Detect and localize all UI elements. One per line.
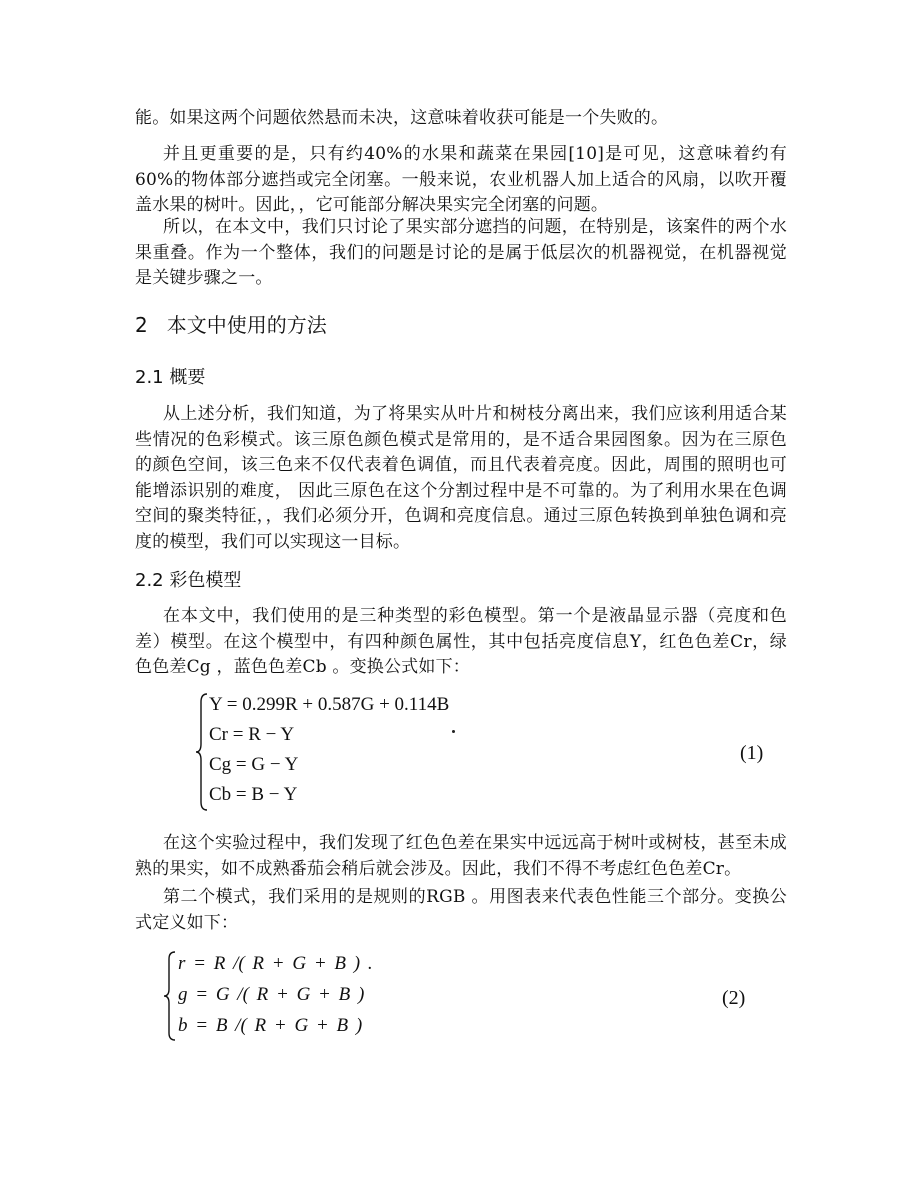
equation-1-number: (1) — [740, 742, 764, 764]
subsection-heading-2-2: 2.2 彩色模型 — [135, 570, 242, 591]
equation-2-line-2: g = G /( R + G + B ) — [178, 984, 365, 1005]
section-heading-2: 2 本文中使用的方法 — [135, 313, 327, 337]
equation-2 — [163, 950, 763, 1045]
paragraph-color-model: 在本文中，我们使用的是三种类型的彩色模型。第一个是液晶显示器（亮度和色差）模型。在这个模型中，有四种颜色属性，其中包括亮度信息Y，红色色差Cr，绿色色差Cg ，蓝色色差Cb 。变换公式如下： — [135, 606, 787, 677]
equation-2-number: (2) — [722, 987, 746, 1009]
equation-1 — [195, 692, 795, 812]
paragraph-continuation: 能。如果这两个问题依然悬而未决，这意味着收获可能是一个失败的。 — [135, 108, 669, 128]
equation-2-line-1: r = R /( R + G + B ) . — [178, 953, 373, 974]
scan-dot — [452, 730, 455, 733]
subsection-heading-2-1: 2.1 概要 — [135, 367, 206, 388]
paragraph-overview: 从上述分析，我们知道，为了将果实从叶片和树枝分离出来，我们应该利用适合某些情况的色彩模式。该三原色颜色模式是常用的，是不适合果园图象。因为在三原色的颜色空间，该三色来不仅代表着色调值，而且代表着亮度。因此，周围的照明也可能增添识别的难度， 因此三原色在这个分割过程中是不可靠的。为了利用水果在色调空间的聚类特征，，我们必须分开，色调和亮度信息。通过三原色转换到单独色调和亮度的模型，我们可以实现这一目标。 — [135, 404, 787, 552]
paragraph-scope: 所以，在本文中，我们只讨论了果实部分遮挡的问题，在特别是，该案件的两个水果重叠。作为一个整体，我们的问题是讨论的是属于低层次的机器视觉，在机器视觉是关键步骤之一。 — [135, 217, 787, 288]
paragraph-red-difference: 在这个实验过程中，我们发现了红色色差在果实中远远高于树叶或树枝，甚至未成熟的果实，如不成熟番茄会稍后就会涉及。因此，我们不得不考虑红色色差Cr。 — [135, 833, 787, 879]
equation-1-line-3: Cg = G − Y — [209, 754, 299, 775]
left-brace-icon — [163, 950, 177, 1042]
paragraph-normalized-rgb: 第二个模式，我们采用的是规则的RGB 。用图表来代表色性能三个部分。变换公式定义如下： — [135, 887, 787, 933]
equation-1-line-4: Cb = B − Y — [209, 784, 298, 805]
left-brace-icon — [195, 692, 209, 812]
equation-1-line-1: Y = 0.299R + 0.587G + 0.114B — [209, 694, 450, 715]
equation-2-line-3: b = B /( R + G + B ) — [178, 1015, 363, 1036]
equation-1-line-2: Cr = R − Y — [209, 724, 295, 745]
paragraph-visibility: 并且更重要的是，只有约40%的水果和蔬菜在果园[10]是可见，这意味着约有60%的物体部分遮挡或完全闭塞。一般来说，农业机器人加上适合的风扇，以吹开覆盖水果的树叶。因此，，它可能部分解决果实完全闭塞的问题。 — [135, 144, 787, 215]
